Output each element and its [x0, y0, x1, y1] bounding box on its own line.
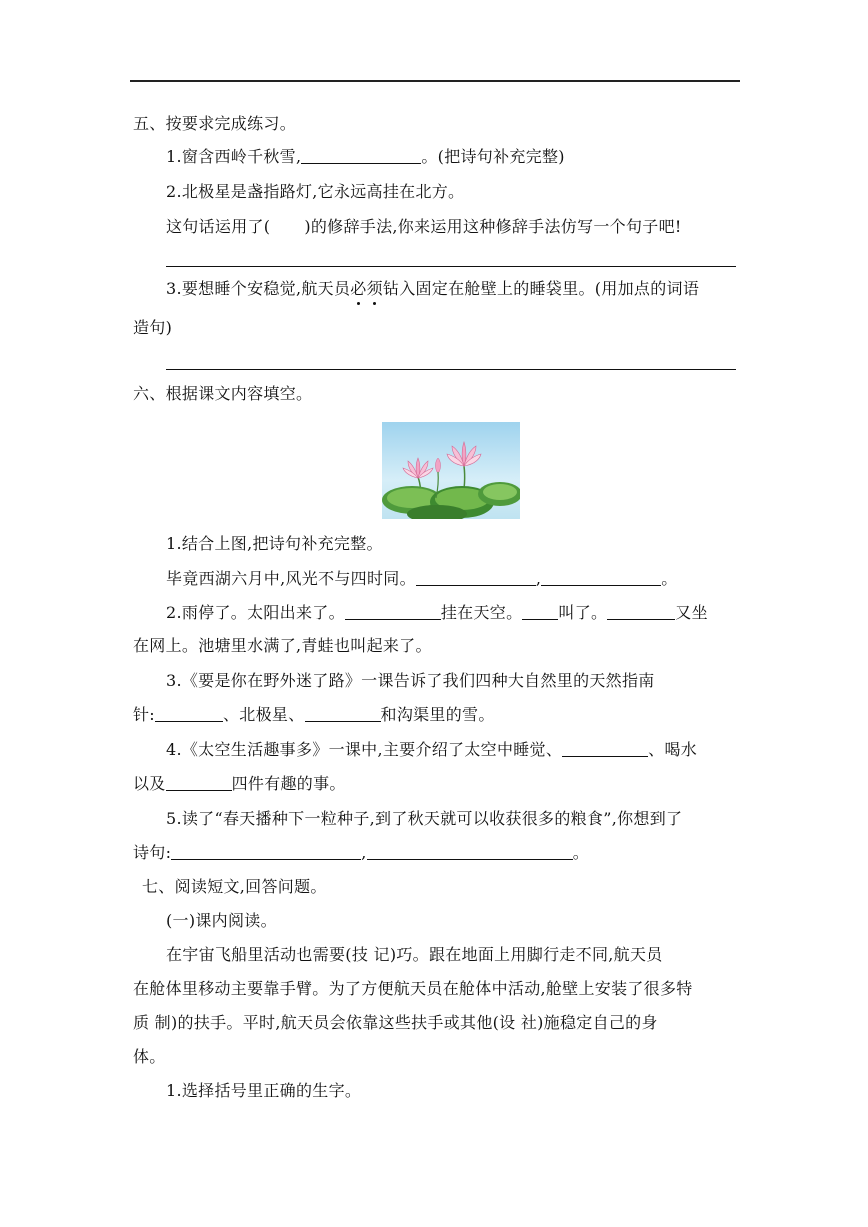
emphasis-dot-char: 须 [366, 279, 383, 298]
section5-q2-line2: 这句话运用了( )的修辞手法,你来运用这种修辞手法仿写一个句子吧! [166, 217, 682, 236]
section6-q4-line2: 以及 四件有趣的事。 [133, 774, 346, 793]
lotus-illustration [382, 422, 520, 519]
section7-passage-line3: 质 制)的扶手。平时,航天员会依靠这些扶手或其他(设 社)施稳定自己的身 [133, 1013, 658, 1032]
section5-q3-line1: 3.要想睡个安稳觉,航天员必须钻入固定在舱壁上的睡袋里。(用加点的词语 [166, 279, 700, 298]
section5-q1: 1.窗含西岭千秋雪, 。(把诗句补充完整) [166, 147, 565, 166]
section6-q1-line2: 毕竟西湖六月中,风光不与四时同。 , 。 [166, 569, 678, 588]
section7-passage-line1: 在宇宙飞船里活动也需要(技 记)巧。跟在地面上用脚行走不同,航天员 [166, 945, 663, 964]
answer-blank[interactable] [562, 740, 648, 757]
answer-blank[interactable] [541, 569, 661, 586]
section5-q3-line2: 造句) [133, 318, 173, 337]
section6-q4-line1: 4.《太空生活趣事多》一课中,主要介绍了太空中睡觉、 、喝水 [166, 740, 698, 759]
answer-blank[interactable] [522, 603, 558, 620]
answer-blank[interactable] [301, 147, 421, 164]
answer-blank[interactable] [416, 569, 536, 586]
section5-q2-line1: 2.北极星是盏指路灯,它永远高挂在北方。 [166, 182, 465, 201]
answer-line[interactable] [166, 369, 736, 370]
section7-passage-line4: 体。 [133, 1047, 166, 1066]
section7-heading: 七、阅读短文,回答问题。 [142, 877, 327, 896]
section7-passage-line2: 在舱体里移动主要靠手臂。为了方便航天员在舱体中活动,舱壁上安装了很多特 [133, 979, 693, 998]
section6-q2-line1: 2.雨停了。太阳出来了。 挂在天空。 叫了。 又坐 [166, 603, 708, 622]
answer-blank[interactable] [305, 705, 381, 722]
section7-q1: 1.选择括号里正确的生字。 [166, 1081, 362, 1100]
section6-q5-line2: 诗句: , 。 [133, 843, 589, 862]
section6-q1-line1: 1.结合上图,把诗句补充完整。 [166, 534, 383, 553]
answer-blank[interactable] [367, 843, 573, 860]
header-rule [130, 80, 740, 82]
section5-heading: 五、按要求完成练习。 [133, 114, 297, 133]
section7-subheading: (一)课内阅读。 [166, 911, 277, 930]
section6-q3-line1: 3.《要是你在野外迷了路》一课告诉了我们四种大自然里的天然指南 [166, 671, 655, 690]
section6-q5-line1: 5.读了“春天播种下一粒种子,到了秋天就可以收获很多的粮食”,你想到了 [166, 809, 683, 828]
answer-blank[interactable] [166, 774, 232, 791]
section6-q3-line2: 针: 、北极星、 和沟渠里的雪。 [133, 705, 495, 724]
answer-line[interactable] [166, 266, 736, 267]
section6-heading: 六、根据课文内容填空。 [133, 384, 313, 403]
answer-blank[interactable] [155, 705, 223, 722]
section6-q2-line2: 在网上。池塘里水满了,青蛙也叫起来了。 [133, 636, 432, 655]
answer-blank[interactable] [171, 843, 361, 860]
answer-blank[interactable] [607, 603, 675, 620]
answer-blank[interactable] [345, 603, 441, 620]
emphasis-dot-char: 必 [350, 279, 367, 298]
